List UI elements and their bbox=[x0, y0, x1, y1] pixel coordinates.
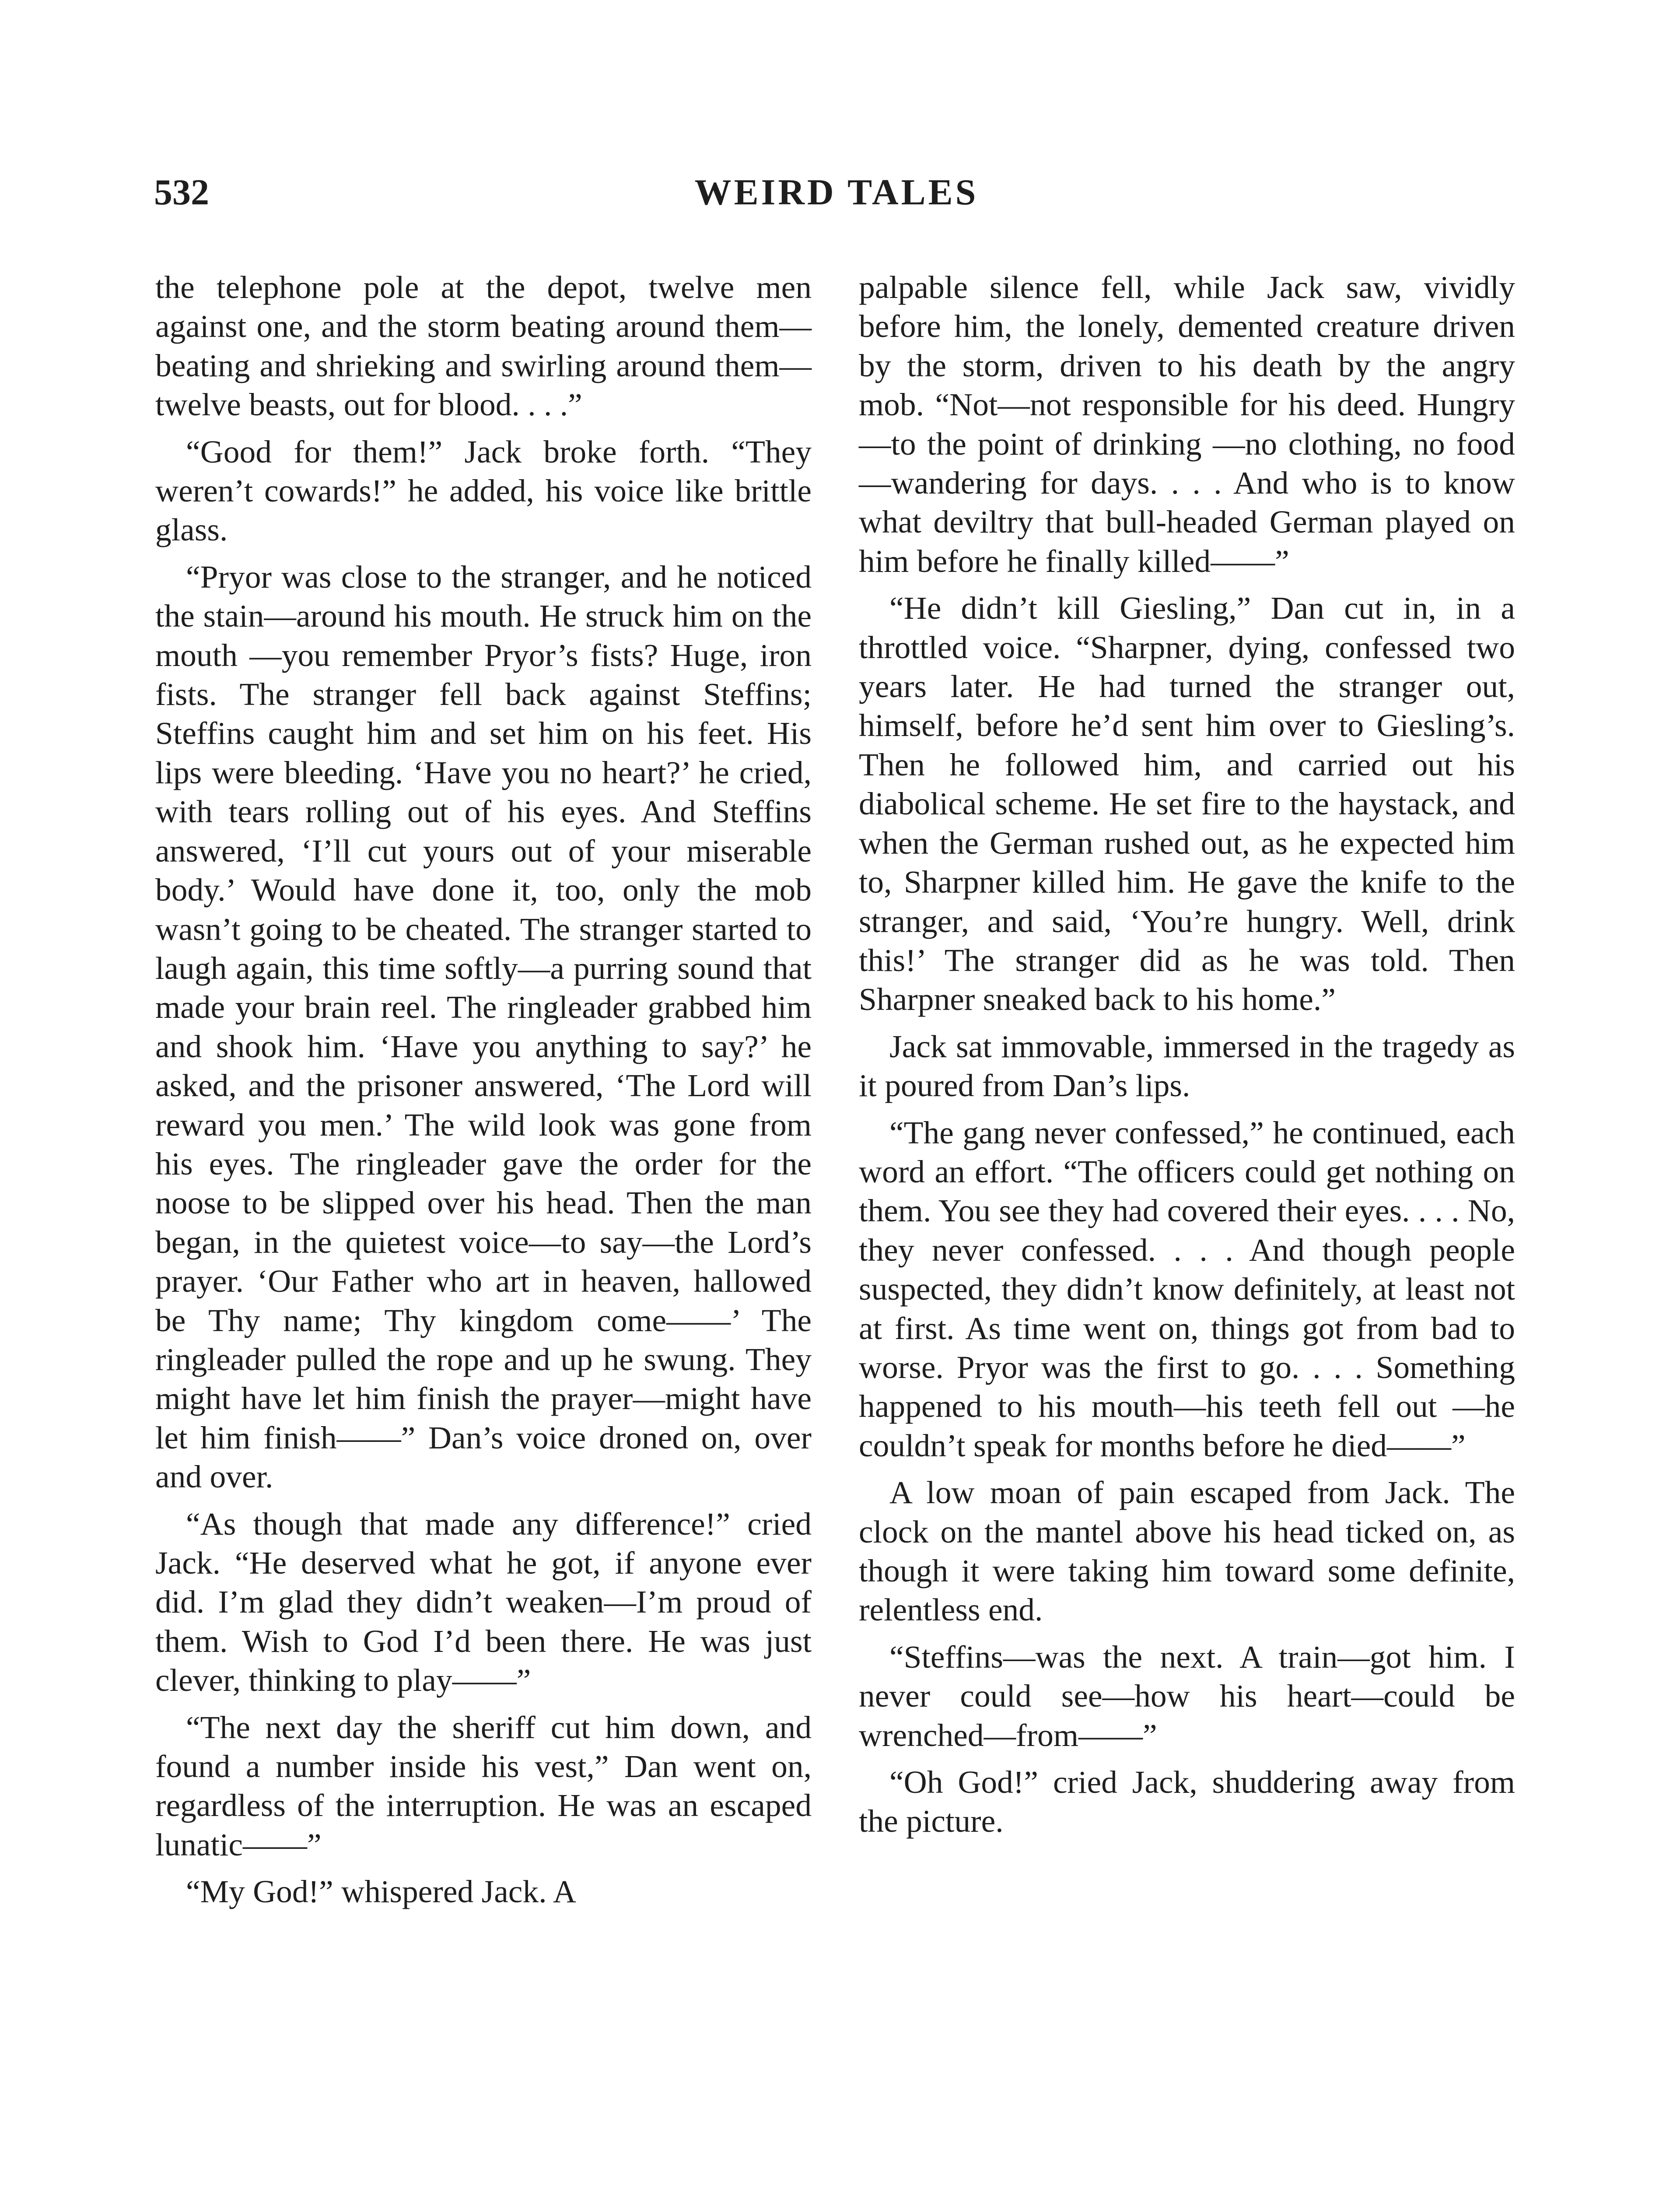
paragraph: Jack sat immovable, immersed in the tragedy as it poured from Dan’s lips. bbox=[859, 1028, 1515, 1104]
left-column bbox=[155, 268, 812, 1911]
paragraph: “Pryor was close to the stranger, and he noticed the stain—around his mouth. He struck him on the mouth —you remember Pryor’s fists? Huge, iron fists. The stranger fell back against Steffins; Steffins caught him and set him on his feet. His lips were bleeding. ‘Have you no heart?’ he cried, with tears rolling out of his eyes. And Steffins answered, ‘I’ll cut yours out of your miserable body.’ Would have done it, too, only the mob wasn’t going to be cheated. The stranger started to laugh again, this time softly—a purring sound that made your brain reel. The ringleader grabbed him and shook him. ‘Have you anything to say?’ he asked, and the prisoner answered, ‘The Lord will reward you men.’ The wild look was gone from his eyes. The ringleader gave the order for the noose to be slipped over his head. Then the man began, in the quietest voice—to say—the Lord’s prayer. ‘Our Father who art in heaven, hallowed be Thy name; Thy kingdom come——’ The ringleader pulled the rope and up he swung. They might have let him finish the prayer—might have let him finish——” Dan’s voice droned on, over and over. bbox=[155, 559, 812, 1495]
paragraph: “Good for them!” Jack broke forth. “They weren’t cowards!” he added, his voice like brittle glass. bbox=[155, 434, 812, 548]
paragraph: “The next day the sheriff cut him down, and found a number inside his vest,” Dan went on, regardless of the interruption. He was an escaped lunatic——” bbox=[155, 1709, 812, 1862]
paragraph: palpable silence fell, while Jack saw, vividly before him, the lonely, demented creature driven by the storm, driven to his death by the angry mob. “Not—not responsible for his deed. Hungry—to the point of drinking —no clothing, no food—wandering for days. . . . And who is to know what deviltry that bull-headed German played on him before he finally killed——” bbox=[859, 270, 1515, 579]
page-header bbox=[154, 166, 1519, 219]
paragraph: “He didn’t kill Giesling,” Dan cut in, in a throttled voice. “Sharpner, dying, confessed two years later. He had turned the stranger out, himself, before he’d sent him over to Giesling’s. Then he followed him, and carried out his diabolical scheme. He set fire to the haystack, and when the German rushed out, as he expected him to, Sharpner killed him. He gave the knife to the stranger, and said, ‘You’re hungry. Well, drink this!’ The stranger did as he was told. Then Sharpner sneaked back to his home.” bbox=[859, 590, 1515, 1017]
paragraph: “Oh God!” cried Jack, shuddering away from the picture. bbox=[859, 1764, 1515, 1839]
paragraph: “Steffins—was the next. A train—got him. I never could see—how his heart—could be wrenched—from——” bbox=[859, 1639, 1515, 1753]
paragraph: A low moan of pain escaped from Jack. The clock on the mantel above his head ticked on, as though it were taking him toward some definite, relentless end. bbox=[859, 1475, 1515, 1628]
paragraph: “My God!” whispered Jack. A bbox=[186, 1874, 576, 1910]
paragraph: the telephone pole at the depot, twelve men against one, and the storm beating around them—beating and shrieking and swirling around them—twelve beasts, out for blood. . . .” bbox=[155, 270, 812, 423]
page-number: 532 bbox=[154, 172, 209, 213]
paragraph: “The gang never confessed,” he continued, each word an effort. “The officers could get nothing on them. You see they had covered their eyes. . . . No, they never confessed. . . . And though people suspected, they didn’t know definitely, at least not at first. As time went on, things got from bad to worse. Pryor was the first to go. . . . Something happened to his mouth—his teeth fell out —he couldn’t speak for months before he died——” bbox=[859, 1115, 1515, 1463]
right-column bbox=[859, 268, 1515, 1841]
magazine-title: WEIRD TALES bbox=[694, 172, 979, 213]
paragraph: “As though that made any difference!” cried Jack. “He deserved what he got, if anyone ever did. I’m glad they didn’t weaken—I’m proud of them. Wish to God I’d been there. He was just clever, thinking to play——” bbox=[155, 1506, 812, 1698]
